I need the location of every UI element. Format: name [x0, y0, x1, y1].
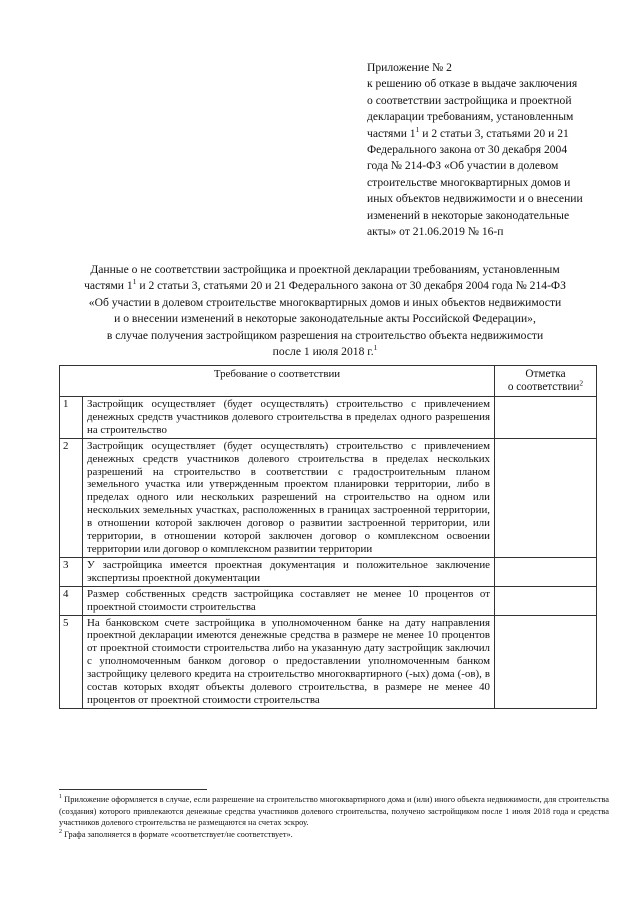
header-mark-line2: о соответствии: [507, 381, 580, 393]
mark-cell[interactable]: [495, 397, 597, 439]
requirements-table: [59, 365, 597, 709]
annex-line: иных объектов недвижимости и о внесении: [367, 192, 583, 206]
requirement-text: У застройщика имеется проектная документация и положительное заключение экспертизы проектной документации: [83, 557, 495, 586]
heading-line: [52, 278, 598, 294]
heading-text: после 1 июля 2018 г.: [272, 345, 374, 359]
requirement-text: Размер собственных средств застройщика составляет не менее 10 процентов от проектной стоимости строительства: [83, 586, 495, 615]
heading-line: «Об участии в долевом строительстве многоквартирных домов и иных объектов недвижимости: [88, 295, 562, 309]
header-requirement: Требование о соответствии: [60, 366, 495, 397]
annex-header: [367, 60, 607, 240]
table-header-row: [60, 366, 597, 397]
document-heading: [52, 262, 598, 360]
heading-line: в случае получения застройщиком разрешения на строительство объекта недвижимости: [106, 328, 544, 342]
footnote-marker: 2: [59, 828, 62, 835]
heading-text: и 2 статьи 3, статьями 20 и 21 Федерального закона от 30 декабря 2004 года № 214-ФЗ: [136, 279, 566, 293]
heading-text: частями 1: [84, 279, 133, 293]
annex-text: частями 1: [367, 126, 416, 140]
row-number: 5: [60, 615, 83, 708]
footnote-ref: 1: [415, 124, 420, 134]
footnote-marker: 1: [59, 794, 62, 801]
annex-line: акты» от 21.06.2019 № 16-п: [367, 225, 504, 239]
row-number: 3: [60, 557, 83, 586]
annex-line: к решению об отказе в выдаче заключения: [367, 77, 578, 91]
footnotes: [59, 794, 609, 840]
heading-line: [52, 344, 598, 360]
row-number: 4: [60, 586, 83, 615]
annex-line: о соответствии застройщика и проектной: [367, 93, 572, 107]
annex-line: изменений в некоторые законодательные: [367, 208, 570, 222]
annex-line: года № 214-ФЗ «Об участии в долевом: [367, 159, 559, 173]
annex-line: Федерального закона от 30 декабря 2004: [367, 143, 568, 157]
annex-text: и 2 статьи 3, статьями 20 и 21: [419, 126, 569, 140]
footnote-ref: 1: [373, 343, 378, 353]
heading-line: Данные о не соответствии застройщика и проектной декларации требованиям, установленным: [90, 263, 560, 276]
footnote-text: Приложение оформляется в случае, если разрешение на строительство многоквартирного дома и (или) иного объекта недвижимости, для строительства (создания) которого привлекаются денежные средства участников долевого строительства, получено застройщиком после 1 июля 2018 года и средства участников долевого строительства не размещаются на счетах эскроу.: [59, 795, 609, 828]
annex-line: строительстве многоквартирных домов и: [367, 175, 571, 189]
requirement-text: На банковском счете застройщика в уполномоченном банке на дату направления проектной декларации имеются денежные средства в размере не менее 10 процентов от проектной стоимости строительства либо на указанную дату застройщик заключил с уполномоченным банком договор о предоставлении уполномоченным банком застройщику целевого кредита на строительство многоквартирного (-ых) дома (-ов), в состав которых входят объекты долевого строительства, в размере не менее 40 процентов от проектной стоимости строительства: [83, 615, 495, 708]
annex-title: Приложение № 2: [367, 61, 452, 74]
row-number: 2: [60, 438, 83, 557]
heading-line: и о внесении изменений в некоторые законодательные акты Российской Федерации»,: [114, 312, 536, 326]
footnote-ref: 2: [579, 378, 584, 388]
mark-cell[interactable]: [495, 557, 597, 586]
annex-line: [367, 126, 607, 142]
table-row: [60, 557, 597, 586]
annex-line: декларации требованиям, установленным: [367, 110, 574, 124]
footnote-1: [59, 794, 609, 829]
mark-cell[interactable]: [495, 438, 597, 557]
table-row: [60, 438, 597, 557]
header-mark: [495, 366, 597, 397]
footnote-ref: 1: [132, 277, 137, 287]
requirement-text: Застройщик осуществляет (будет осуществлять) строительство с привлечением денежных средств участников долевого строительства в пределах одного разрешения на строительство: [83, 397, 495, 439]
row-number: 1: [60, 397, 83, 439]
table-row: [60, 586, 597, 615]
footnote-text: Графа заполняется в формате «соответствует/не соответствует».: [62, 829, 293, 839]
mark-cell[interactable]: [495, 586, 597, 615]
requirement-text: Застройщик осуществляет (будет осуществлять) строительство с привлечением денежных средств участников долевого строительства в пределах нескольких разрешений на строительство в соответствии с градостроительным планом земельного участка или утвержденным проектом планировки территории, либо в пределах одного или нескольких разрешений на строительство на одном или нескольких земельных участках, расположенных в границах застроенной территории, в отношении которой заключен договор о развитии застроенной территории, или территории, в отношении которой заключен договор о комплексном освоении территории или договор о комплексном развитии территории: [83, 438, 495, 557]
footnote-2: [59, 829, 609, 841]
table-row: [60, 615, 597, 708]
table-row: [60, 397, 597, 439]
mark-cell[interactable]: [495, 615, 597, 708]
header-mark-line1: Отметка: [525, 368, 566, 380]
footnote-separator: [59, 789, 207, 790]
